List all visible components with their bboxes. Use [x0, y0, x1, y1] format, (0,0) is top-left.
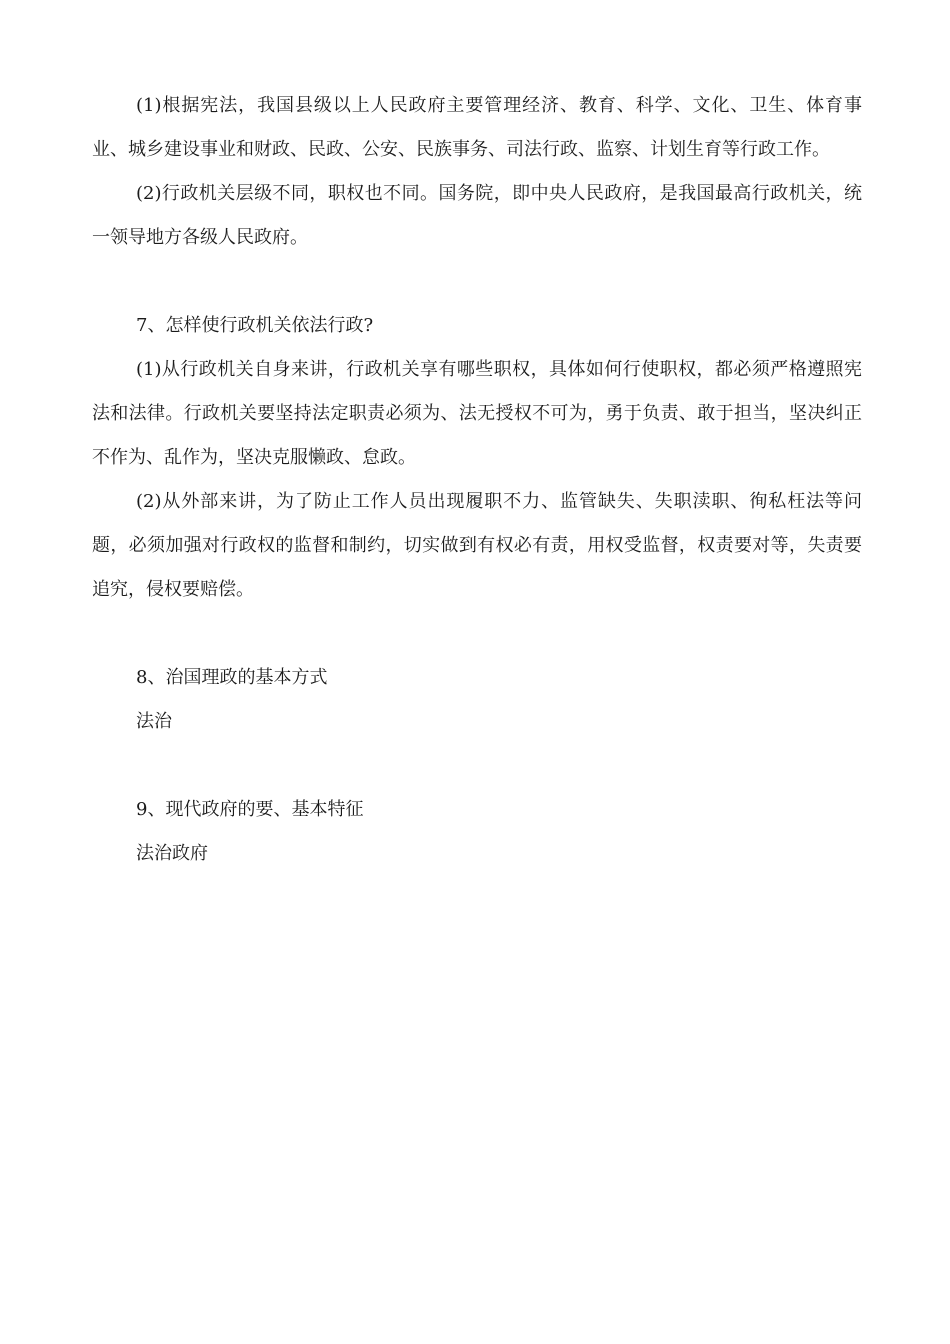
section6-paragraph-1: (1)根据宪法，我国县级以上人民政府主要管理经济、教育、科学、文化、卫生、体育事业、城乡建设事业和财政、民政、公安、民族事务、司法行政、监察、计划生育等行政工作。: [92, 95, 862, 160]
spacer: [92, 744, 862, 788]
document-page: [92, 84, 862, 876]
section6-paragraph-2: (2)行政机关层级不同，职权也不同。国务院，即中央人民政府，是我国最高行政机关，统一领导地方各级人民政府。: [92, 183, 862, 248]
section9-question: 9、现代政府的要、基本特征: [136, 799, 364, 820]
spacer: [92, 260, 862, 304]
section7-paragraph-2: (2)从外部来讲，为了防止工作人员出现履职不力、监管缺失、失职渎职、徇私枉法等问题，必须加强对行政权的监督和制约，切实做到有权必有责，用权受监督，权责要对等，失责要追究，侵权要赔偿。: [92, 491, 862, 600]
spacer: [92, 612, 862, 656]
section7-question: 7、怎样使行政机关依法行政?: [136, 315, 374, 336]
section8-answer: 法治: [136, 711, 172, 732]
section7-paragraph-1: (1)从行政机关自身来讲，行政机关享有哪些职权，具体如何行使职权，都必须严格遵照宪法和法律。行政机关要坚持法定职责必须为、法无授权不可为，勇于负责、敢于担当，坚决纠正不作为、乱作为，坚决克服懒政、怠政。: [92, 359, 862, 468]
section9-answer: 法治政府: [136, 843, 208, 864]
section8-question: 8、治国理政的基本方式: [136, 667, 328, 688]
